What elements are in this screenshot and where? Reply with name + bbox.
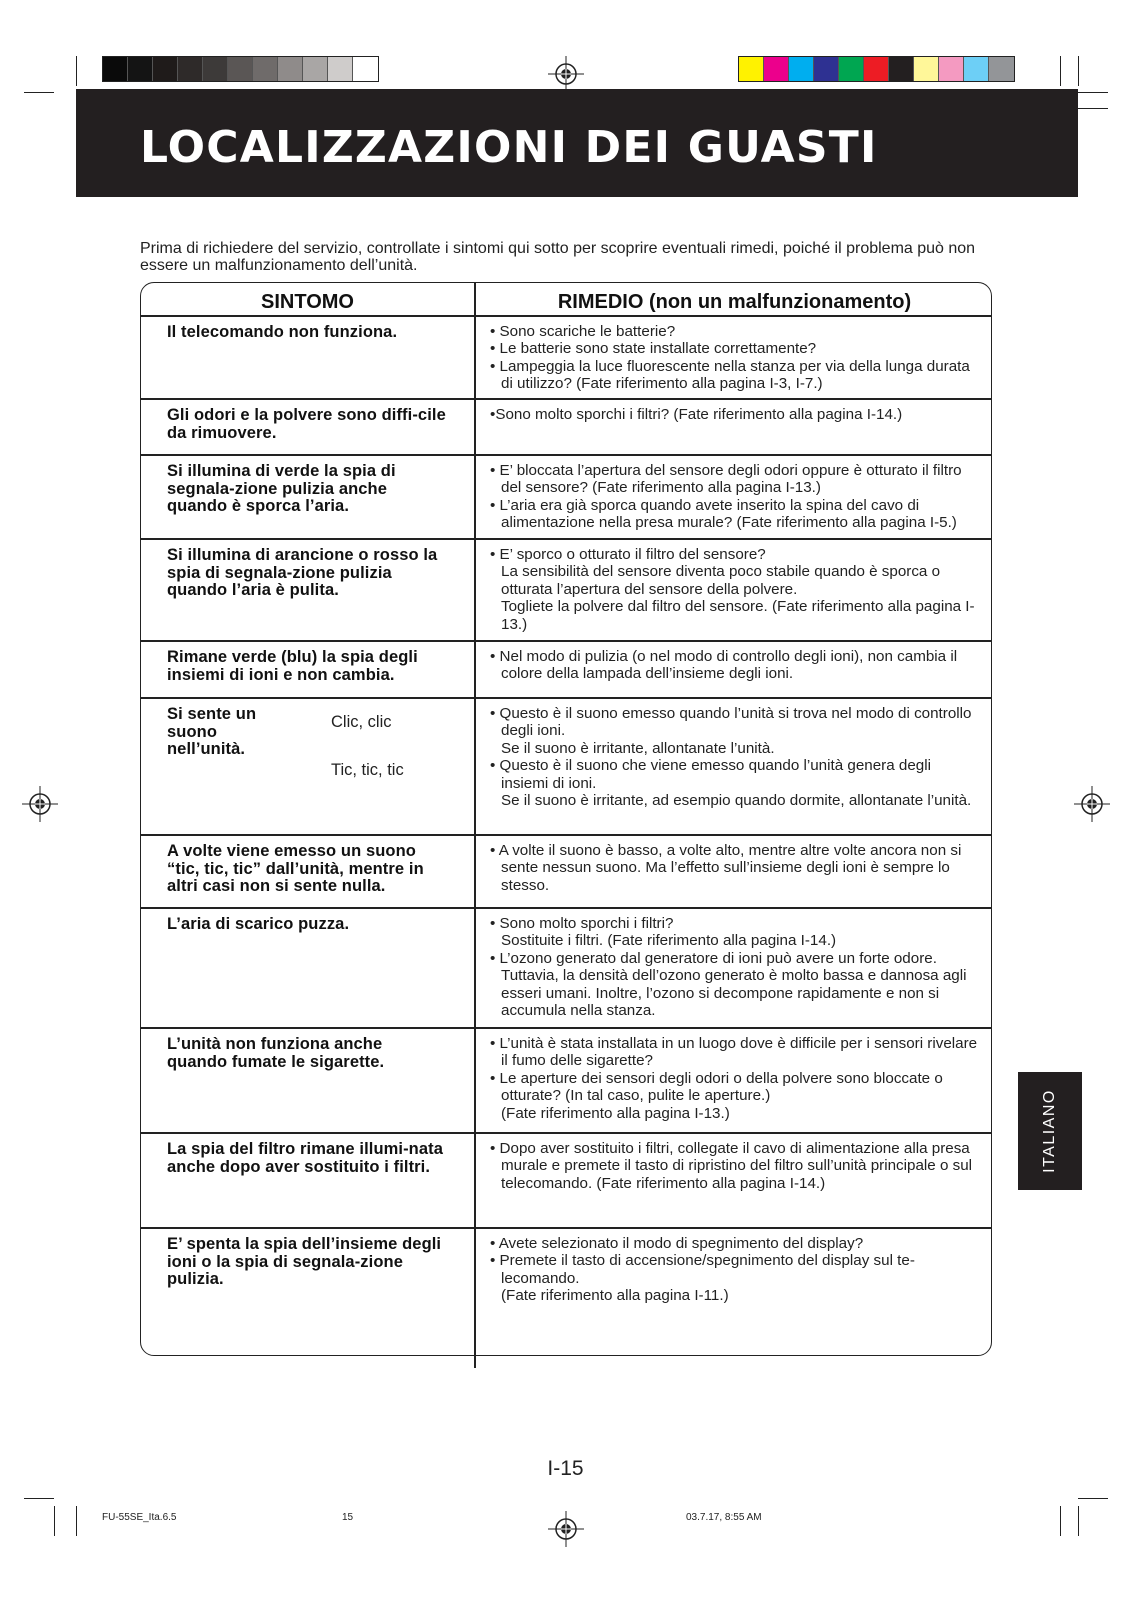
- remedy-line: • A volte il suono è basso, a volte alto, mentre altre volte ancora non si sente nessun suono. Ma l’effetto sull’insieme degli ioni è sempre lo stesso.: [490, 842, 962, 894]
- color-swatch: [814, 57, 839, 81]
- remedy-line: • L’aria era già sporca quando avete inserito la spina del cavo di alimentazione nella presa murale? (Fate riferimento alla pagina I-5.): [490, 496, 957, 532]
- column-header-remedy: RIMEDIO (non un malfunzionamento): [557, 291, 912, 313]
- gray-swatch: [228, 57, 253, 81]
- footer-timestamp: 03.7.17, 8:55 AM: [686, 1512, 762, 1523]
- crop-mark: [24, 92, 54, 93]
- remedy-line: Se il suono è irritante, allontanate l’unità.: [501, 739, 775, 757]
- footer-file-name: FU-55SE_Ita.6.5: [102, 1512, 177, 1523]
- color-swatch: [964, 57, 989, 81]
- remedy-cell: [490, 462, 980, 532]
- crop-mark: [1078, 92, 1108, 93]
- gray-swatch: [203, 57, 228, 81]
- color-swatch: [864, 57, 889, 81]
- gray-swatch: [353, 57, 378, 81]
- remedy-line: Sostituite i filtri. (Fate riferimento alla pagina I-14.): [501, 932, 837, 950]
- gray-swatch: [328, 57, 353, 81]
- row-divider: [141, 398, 991, 400]
- symptom-cell: Il telecomando non funziona.: [167, 323, 398, 341]
- remedy-line: • L’ozono generato dal generatore di ioni può avere un forte odore. Tuttavia, la densità dell’ozono generato è molto bassa e dannosa agli esseri umani. Inoltre, l’ozono si decompone rapidamente e non si accumula nella stanza.: [490, 949, 967, 1020]
- gray-swatch: [128, 57, 153, 81]
- remedy-line: • Le batterie sono state installate correttamente?: [490, 340, 817, 358]
- remedy-cell: [490, 546, 980, 633]
- remedy-line: •Sono molto sporchi i filtri? (Fate riferimento alla pagina I-14.): [490, 406, 903, 423]
- row-divider: [141, 907, 991, 909]
- symptom-cell: L’unità non funziona anche quando fumate le sigarette.: [167, 1035, 385, 1071]
- remedy-line: • Lampeggia la luce fluorescente nella stanza per via della lunga durata di utilizzo? (Fate riferimento alla pagina I-3, I-7.): [490, 357, 970, 393]
- symptom-cell: L’aria di scarico puzza.: [167, 915, 350, 933]
- intro-text: Prima di richiedere del servizio, controllate i sintomi qui sotto per scoprire eventuali rimedi, poiché il problema può non essere un malfunzionamento dell’unità.: [140, 240, 976, 274]
- color-swatch: [914, 57, 939, 81]
- row-divider: [141, 834, 991, 836]
- remedy-line: • Dopo aver sostituito i filtri, collegate il cavo di alimentazione alla presa murale e premete il tasto di ripristino del filtro sull’unità principale o sul telecomando. (Fate riferimento alla pagina I-14.): [490, 1140, 973, 1192]
- remedy-cell: [490, 406, 980, 423]
- color-swatch: [889, 57, 914, 81]
- language-tab: [1018, 1072, 1082, 1190]
- row-divider: [141, 538, 991, 540]
- crop-mark: [1078, 108, 1108, 109]
- language-tab-label: ITALIANO: [1041, 1089, 1058, 1173]
- remedy-line: • Questo è il suono emesso quando l’unità si trova nel modo di controllo degli ioni.: [490, 705, 972, 740]
- symptom-cell: E’ spenta la spia dell’insieme degli ioni o la spia di segnala-zione pulizia.: [167, 1235, 442, 1288]
- color-swatch: [839, 57, 864, 81]
- color-swatch: [764, 57, 789, 81]
- remedy-cell: [490, 648, 980, 683]
- remedy-line: • Sono scariche le batterie?: [490, 323, 676, 340]
- registration-mark-icon: [22, 786, 58, 822]
- remedy-line: • L’unità è stata installata in un luogo dove è difficile per i sensori rivelare il fumo delle sigarette?: [490, 1035, 978, 1070]
- header-band: [76, 89, 1078, 197]
- crop-mark: [76, 56, 77, 86]
- crop-mark: [76, 1506, 77, 1536]
- remedy-line: La sensibilità del sensore diventa poco stabile quando è sporca o otturata l’apertura del sensore della polvere.: [501, 563, 941, 598]
- gray-swatch: [153, 57, 178, 81]
- remedy-cell: [490, 1235, 980, 1305]
- crop-mark: [24, 1498, 54, 1499]
- crop-mark: [1060, 1506, 1061, 1536]
- crop-mark: [1060, 56, 1061, 86]
- gray-swatch: [253, 57, 278, 81]
- column-header-symptom: SINTOMO: [261, 291, 354, 313]
- symptom-cell: Gli odori e la polvere sono diffi-cile da rimuovere.: [167, 406, 446, 442]
- gray-swatch: [103, 57, 128, 81]
- remedy-line: • Premete il tasto di accensione/spegnimento del display sul te-lecomando.: [490, 1252, 915, 1287]
- sound-label: Clic, clic: [331, 713, 392, 731]
- color-swatch: [939, 57, 964, 81]
- symptom-cell: Rimane verde (blu) la spia degli insiemi di ioni e non cambia.: [167, 648, 418, 684]
- symptom-cell: Si illumina di arancione o rosso la spia di segnala-zione pulizia quando l’aria è pulita.: [167, 546, 438, 599]
- symptom-cell: A volte viene emesso un suono “tic, tic, tic” dall’unità, mentre in altri casi non si sente nulla.: [167, 842, 424, 895]
- crop-mark: [1078, 1498, 1108, 1499]
- registration-mark-icon: [1074, 786, 1110, 822]
- remedy-line: (Fate riferimento alla pagina I-13.): [501, 1104, 730, 1122]
- remedy-cell: [490, 915, 980, 1019]
- remedy-cell: [490, 1035, 980, 1122]
- row-divider: [141, 454, 991, 456]
- registration-mark-icon: [548, 56, 584, 92]
- sound-label: Tic, tic, tic: [331, 761, 404, 779]
- color-calibration-bar: [738, 56, 1015, 82]
- remedy-line: • Le aperture dei sensori degli odori o della polvere sono bloccate o otturate? (In tal caso, pulite le aperture.): [490, 1069, 943, 1105]
- remedy-line: Togliete la polvere dal filtro del sensore. (Fate riferimento alla pagina I-13.): [501, 598, 975, 633]
- symptom-cell: La spia del filtro rimane illumi-nata anche dopo aver sostituito i filtri.: [167, 1140, 444, 1176]
- color-swatch: [739, 57, 764, 81]
- gray-swatch: [303, 57, 328, 81]
- gray-swatch: [178, 57, 203, 81]
- row-divider: [141, 1132, 991, 1134]
- crop-mark: [1078, 1506, 1079, 1536]
- remedy-cell: [490, 842, 980, 894]
- remedy-line: • Questo è il suono che viene emesso quando l’unità genera degli insiemi di ioni.: [490, 757, 931, 792]
- column-divider: [474, 283, 476, 1368]
- remedy-line: (Fate riferimento alla pagina I-11.): [501, 1287, 729, 1305]
- remedy-line: • Sono molto sporchi i filtri?: [490, 915, 674, 932]
- page-number: I-15: [547, 1457, 584, 1480]
- remedy-cell: [490, 705, 980, 809]
- row-divider: [141, 1027, 991, 1029]
- row-divider: [141, 640, 991, 642]
- remedy-line: • E’ sporco o otturato il filtro del sensore?: [490, 546, 766, 563]
- gray-scale-bar: [102, 56, 379, 82]
- remedy-line: • Avete selezionato il modo di spegnimento del display?: [490, 1235, 864, 1252]
- remedy-line: Se il suono è irritante, ad esempio quando dormite, allontanate l’unità.: [501, 792, 972, 810]
- remedy-cell: [490, 323, 980, 393]
- footer-page: 15: [342, 1512, 354, 1523]
- gray-swatch: [278, 57, 303, 81]
- color-swatch: [989, 57, 1014, 81]
- color-swatch: [789, 57, 814, 81]
- row-divider: [141, 1227, 991, 1229]
- remedy-line: • Nel modo di pulizia (o nel modo di controllo degli ioni), non cambia il colore della lampada dell’insieme degli ioni.: [490, 648, 958, 683]
- crop-mark: [1078, 56, 1079, 86]
- row-divider: [141, 697, 991, 699]
- remedy-cell: [490, 1140, 980, 1192]
- symptom-cell: Si sente un suono nell’unità.: [167, 705, 257, 758]
- crop-mark: [54, 1506, 55, 1536]
- registration-mark-icon: [548, 1511, 584, 1547]
- remedy-line: • E’ bloccata l’apertura del sensore degli odori oppure è otturato il filtro del sensore? (Fate riferimento alla pagina I-13.): [490, 462, 962, 497]
- row-divider: [141, 315, 991, 317]
- troubleshooting-table: [140, 282, 992, 1356]
- page-title: LOCALIZZAZIONI DEI GUASTI: [140, 122, 878, 173]
- symptom-cell: Si illumina di verde la spia di segnala-zione pulizia anche quando è sporca l’aria.: [167, 462, 396, 515]
